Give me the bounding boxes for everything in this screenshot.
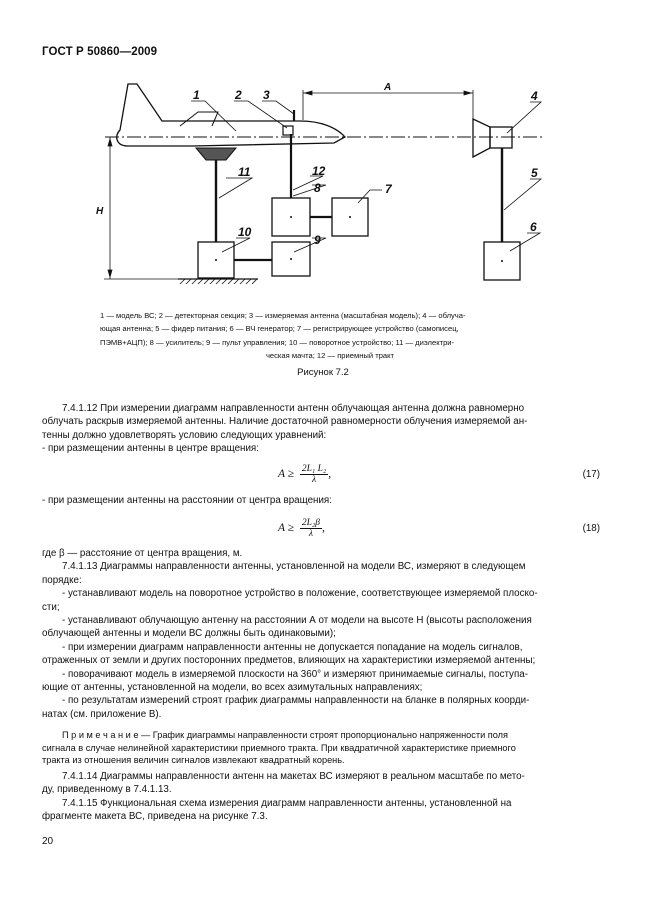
equation-numerator: 2L₂β: [301, 518, 320, 528]
feed-horn-antenna: [473, 119, 512, 157]
paragraph-7-4-1-13: [42, 547, 600, 721]
equation-numerator: 2L₁ L₂: [301, 464, 327, 474]
equation-17: [42, 462, 600, 490]
callout-11: 11: [238, 165, 251, 179]
dimension-a: [303, 90, 473, 120]
text-line: 7.4.1.14 Диаграммы направленности антенн на макетах ВС измеряют в реальном масштабе по мето-: [62, 771, 525, 782]
callout-3: 3: [263, 88, 270, 102]
figure-legend: [100, 309, 560, 362]
note-block: [42, 729, 600, 767]
text-line: облучать раскрыв измеряемой антенны. Наличие достаточной равномерности облучения измеряемой ан-: [42, 416, 528, 428]
text-line: 7.4.1.15 Функциональная схема измерения диаграмм направленности антенны, установленной на: [62, 797, 512, 809]
callout-7: 7: [385, 182, 392, 196]
text-line: - устанавливают модель на поворотное устройство в положение, соответствующее измеряемой плоско-: [62, 588, 538, 600]
callout-6: 6: [530, 220, 537, 234]
equation-denominator: λ: [308, 529, 313, 539]
text-line: порядке:: [42, 574, 82, 586]
text-line: облучающей антенны и модели ВС должны быть одинаковыми);: [42, 628, 336, 640]
page-number: 20: [42, 836, 54, 847]
legend-line: ческая мачта; 12 — приемный тракт: [265, 350, 395, 360]
figure-caption: Рисунок 7.2: [297, 367, 349, 378]
text-line: - поворачивают модель в измеряемой плоскости на 360° и измеряют принимаемые сигналы, поступа-: [62, 668, 528, 680]
figure-7-2-diagram: [0, 0, 646, 305]
callout-8: 8: [314, 181, 321, 195]
equation-number: (17): [582, 469, 600, 480]
case-2-line: [42, 494, 600, 507]
note-line: сигнала в случае нелинейной характеристики приемного тракта. При квадратичной характеристике приемного: [42, 742, 516, 753]
text-line: сти;: [42, 601, 60, 613]
callout-1: 1: [193, 88, 200, 102]
text-line: 7.4.1.12 При измерении диаграмм направленности антенн облучающая антенна должна равномерно: [62, 403, 525, 414]
note-line: П р и м е ч а н и е — График диаграммы направленности строят пропорционально напряженности поля: [62, 730, 508, 740]
callout-4: 4: [531, 89, 538, 103]
text-line: - при размещении антенны в центре вращения:: [42, 443, 259, 455]
text-line: отраженных от земли и других посторонних предметов, влияющих на характеристики измеряемой антенны;: [42, 655, 536, 667]
dimension-h-label: Н: [96, 206, 104, 217]
text-line: где β — расстояние от центра вращения, м.: [42, 548, 243, 559]
text-line: фрагменте макета ВС, приведена на рисунке 7.3.: [42, 811, 268, 823]
text-line: - при измерении диаграмм направленности антенны не допускается попадание на модель сигналов,: [62, 641, 523, 653]
equation-tail: ,: [328, 468, 332, 481]
equation-tail: ,: [321, 522, 325, 535]
legend-line: ПЭМВ+АЦП); 8 — усилитель; 9 — пульт управления; 10 — поворотное устройство; 11 — диэлектри-: [100, 337, 455, 347]
equation-18: [42, 516, 600, 544]
text-line: - устанавливают облучающую антенну на расстоянии А от модели на высоте Н (высоты расположения: [62, 615, 532, 627]
equation-number: (18): [582, 523, 600, 534]
document-header: ГОСТ Р 50860—2009: [42, 46, 158, 58]
callout-10: 10: [238, 225, 252, 239]
note-line: тракта из отношения величин сигналов извлекают квадратный корень.: [42, 755, 345, 766]
equation-denominator: λ: [311, 475, 317, 485]
dimension-a-label: А: [384, 82, 392, 93]
ground-hatch: [178, 279, 258, 284]
detector-section: [283, 126, 293, 135]
legend-line: 1 — модель ВС; 2 — детекторная секция; 3 — измеряемая антенна (масштабная модель); 4 — облуча-: [100, 311, 466, 320]
paragraphs-7-4-1-14-15: [42, 770, 600, 824]
text-line: ду, приведенному в 7.4.1.13.: [42, 784, 172, 796]
callout-5: 5: [531, 166, 538, 180]
equation-lhs: A ≥: [278, 522, 295, 535]
paragraph-7-4-1-12: [42, 402, 600, 456]
text-line: - при размещении антенны на расстоянии от центра вращения:: [42, 495, 332, 506]
callout-2: 2: [235, 88, 242, 102]
legend-line: ющая антенна; 5 — фидер питания; 6 — ВЧ генератор; 7 — регистрирующее устройство (самописец,: [100, 324, 459, 334]
dimension-h: [104, 137, 178, 279]
callout-9: 9: [314, 233, 321, 247]
text-line: 7.4.1.13 Диаграммы направленности антенны, установленной на модели ВС, измеряют в следующем: [62, 561, 526, 573]
model-mount: [196, 148, 236, 160]
text-line: - по результатам измерений строят график диаграммы направленности на бланке в полярных коорди-: [62, 695, 530, 707]
equation-lhs: A ≥: [278, 468, 295, 481]
text-line: ющие от антенны, установленной на модели, во всех азимутальных направлениях;: [42, 682, 423, 694]
text-line: тенны должно удовлетворять условию следующих уравнений:: [42, 429, 327, 441]
text-line: натах (см. приложение В).: [42, 708, 162, 720]
callout-12: 12: [312, 164, 326, 178]
